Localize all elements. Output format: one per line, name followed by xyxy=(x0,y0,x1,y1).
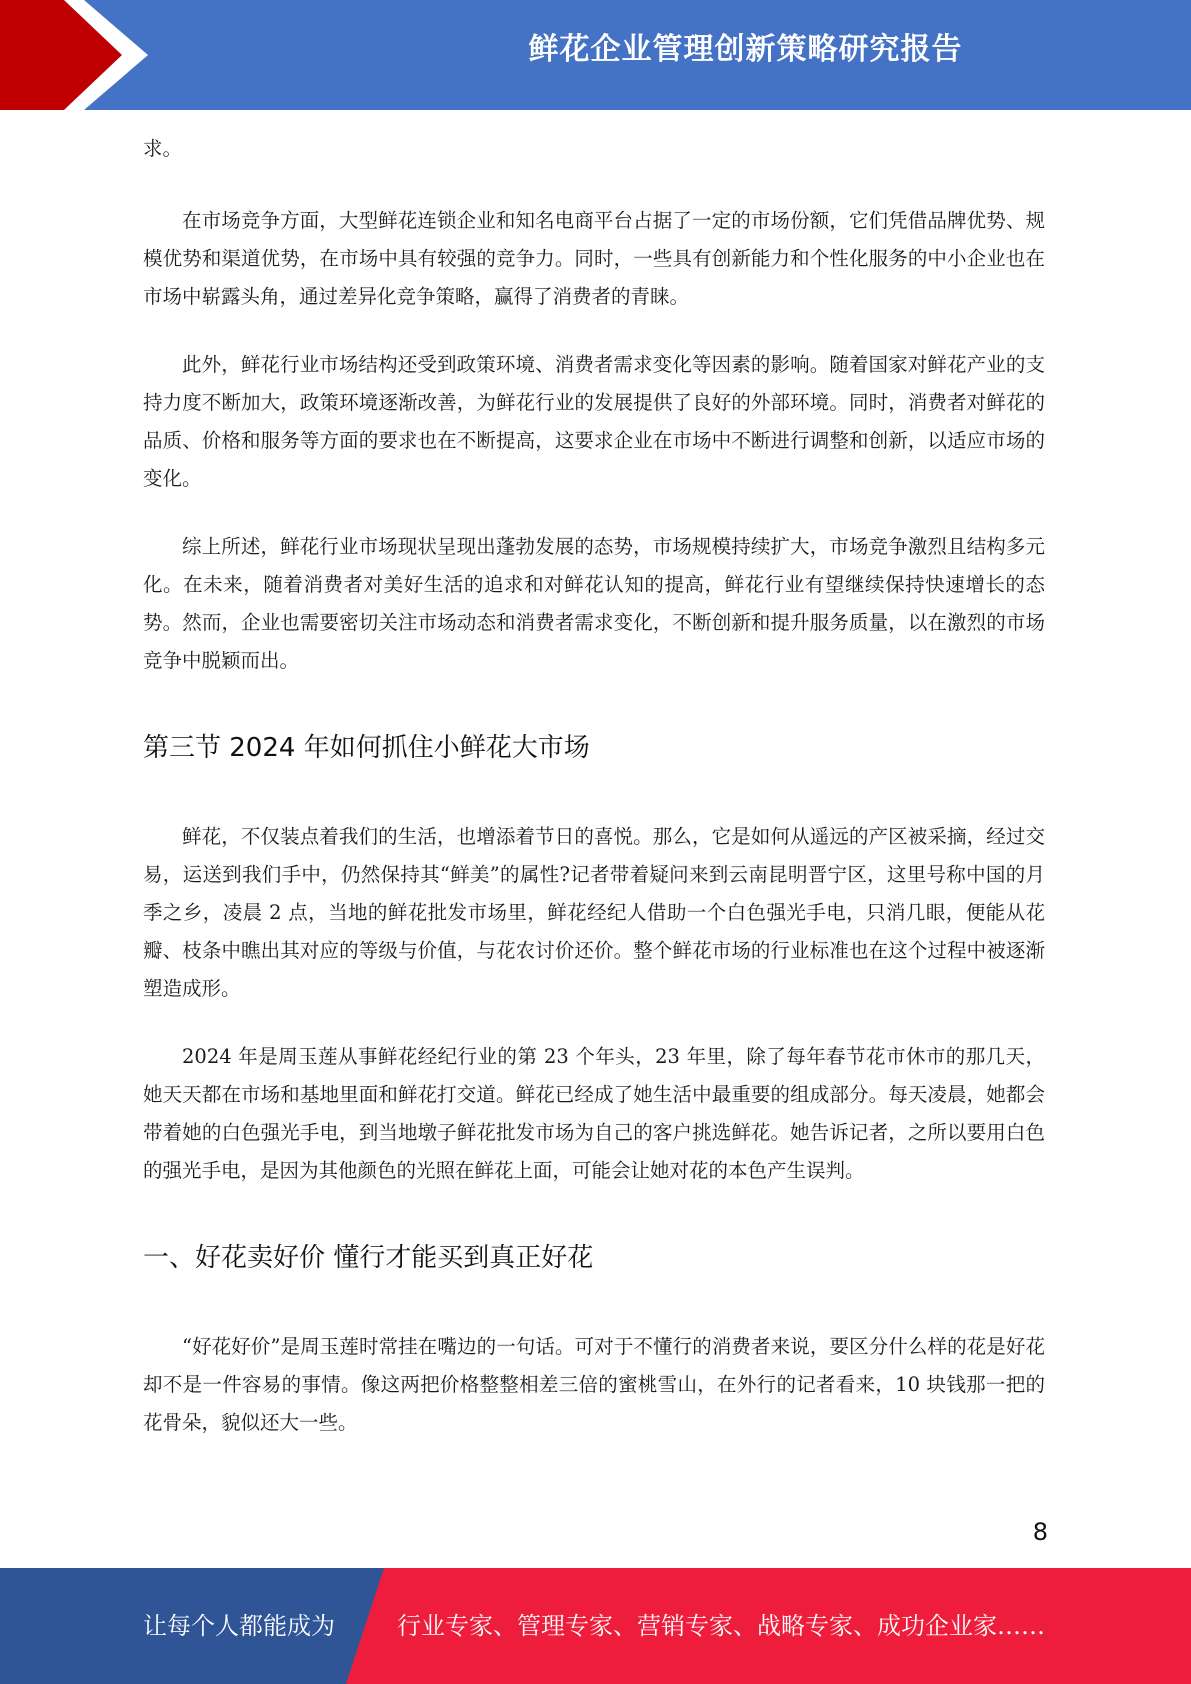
page-number: 8 xyxy=(1032,1518,1048,1546)
page-header xyxy=(0,0,1191,110)
document-body xyxy=(143,130,1045,1442)
page-footer xyxy=(0,1568,1191,1684)
paragraph-continuation: 求。 xyxy=(143,137,183,160)
subsection-heading-1: 一、好花卖好价 懂行才能买到真正好花 xyxy=(143,1243,594,1273)
paragraph-policy-environment: 此外，鲜花行业市场结构还受到政策环境、消费者需求变化等因素的影响。随着国家对鲜花产业的支持力度不断加大，政策环境逐渐改善，为鲜花行业的发展提供了良好的外部环境。同时，消费者对鲜花的品质、价格和服务等方面的要求也在不断提高，这要求企业在市场中不断进行调整和创新，以适应市场的变化。 xyxy=(143,353,1045,490)
paragraph-flower-trade: 鲜花，不仅装点着我们的生活，也增添着节日的喜悦。那么，它是如何从遥远的产区被采摘，经过交易，运送到我们手中，仍然保持其“鲜美”的属性?记者带着疑问来到云南昆明晋宁区，这里号称中国的月季之乡，凌晨 2 点，当地的鲜花批发市场里，鲜花经纪人借助一个白色强光手电，只消几眼，便能从花瓣、枝条中瞧出其对应的等级与价值，与花农讨价还价。整个鲜花市场的行业标准也在这个过程中被逐渐塑造成形。 xyxy=(143,825,1045,1000)
paragraph-good-flower-price: “好花好价”是周玉莲时常挂在嘴边的一句话。可对于不懂行的消费者来说，要区分什么样的花是好花却不是一件容易的事情。像这两把价格整整相差三倍的蜜桃雪山，在外行的记者看来，10 块钱那一把的花骨朵，貌似还大一些。 xyxy=(143,1335,1045,1434)
section-heading-3: 第三节 2024 年如何抓住小鲜花大市场 xyxy=(143,733,590,763)
report-title: 鲜花企业管理创新策略研究报告 xyxy=(528,32,963,67)
footer-slogan-left: 让每个人都能成为 xyxy=(143,1612,335,1640)
paragraph-zhou-yulian: 2024 年是周玉莲从事鲜花经纪行业的第 23 个年头，23 年里，除了每年春节花市休市的那几天，她天天都在市场和基地里面和鲜花打交道。鲜花已经成了她生活中最重要的组成部分。每天凌晨，她都会带着她的白色强光手电，到当地墩子鲜花批发市场为自己的客户挑选鲜花。她告诉记者，之所以要用白色的强光手电，是因为其他颜色的光照在鲜花上面，可能会让她对花的本色产生误判。 xyxy=(143,1045,1045,1182)
paragraph-market-competition: 在市场竞争方面，大型鲜花连锁企业和知名电商平台占据了一定的市场份额，它们凭借品牌优势、规模优势和渠道优势，在市场中具有较强的竞争力。同时，一些具有创新能力和个性化服务的中小企业也在市场中崭露头角，通过差异化竞争策略，赢得了消费者的青睐。 xyxy=(143,209,1045,308)
paragraph-summary: 综上所述，鲜花行业市场现状呈现出蓬勃发展的态势，市场规模持续扩大，市场竞争激烈且结构多元化。在未来，随着消费者对美好生活的追求和对鲜花认知的提高，鲜花行业有望继续保持快速增长的态势。然而，企业也需要密切关注市场动态和消费者需求变化，不断创新和提升服务质量，以在激烈的市场竞争中脱颖而出。 xyxy=(143,535,1045,672)
footer-slogan-right: 行业专家、管理专家、营销专家、战略专家、成功企业家…… xyxy=(397,1612,1045,1640)
header-chevron-decoration xyxy=(0,0,160,110)
